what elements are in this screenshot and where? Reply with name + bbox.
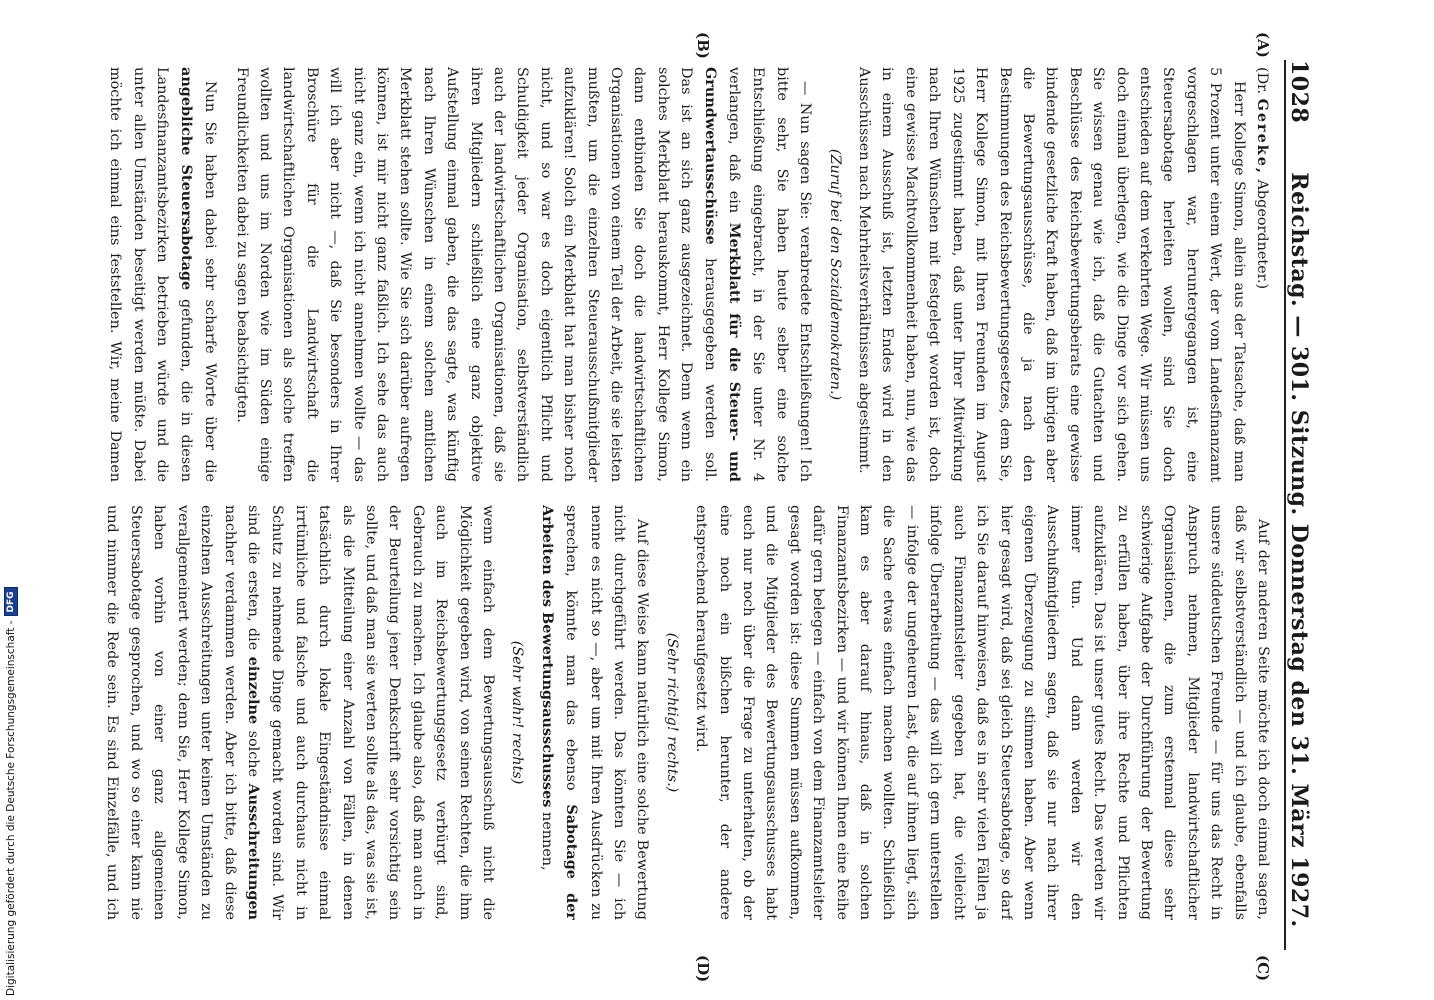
digitization-credit bbox=[4, 6, 18, 996]
running-header bbox=[1284, 60, 1322, 950]
text-run: wenn einfach dem Bewertungsausschuß nicht die Möglichkeit gegeben wird, von seinen Rechten, die ihm auch im Reichsbewertungsgesetz verbürgt sind, Gebrauch zu machen. Ich glaube also, daß man auch in der Beurteilung jener Denkschrift sehr vorsichtig sein sollte, und daß man sie werten sollte als das, was sie ist, als die Mitteilung einer Anzahl von Fällen, in denen tatsächlich durch lokale Eingeständnisse einmal irrtümliche und falsche und auch durchaus nicht in Schutz zu nehmende Dinge gemacht worden sind. Wir sind die ersten, die bbox=[244, 505, 496, 920]
margin-marker-a: (A) bbox=[1254, 32, 1272, 58]
paragraph bbox=[104, 67, 221, 482]
running-title: Reichstag. — 301. Sitzung. Donnerstag den 31. März 1927. bbox=[1286, 172, 1312, 928]
paragraph bbox=[229, 67, 816, 482]
interjection: (Sehr richtig! rechts.) bbox=[663, 632, 680, 793]
emphasis: Ausschreitungen bbox=[244, 783, 262, 920]
speaker-name: Gereke, bbox=[1254, 98, 1271, 175]
interjection: (Sehr wahr! rechts) bbox=[509, 640, 526, 785]
dfg-logo: DFG bbox=[4, 587, 18, 616]
speaker-role: Abgeordneter.) bbox=[1254, 179, 1270, 290]
interjection: (Zuruf bei den Sozialdemokraten.) bbox=[826, 148, 843, 401]
credit-text: Digitalisierung gefördert durch die Deutsche Forschungsgemeinschaft - bbox=[5, 620, 17, 996]
emphasis: Merkblatt für die Steuer- und Grundwertausschüsse bbox=[701, 67, 744, 482]
paragraph: Auf der anderen Seite möchte ich doch einmal sagen, daß wir selbstverständlich — und ich glaube, ebenfalls unsere süddeutschen Freunde — für uns das Recht in Anspruch nehmen, Mitglieder landwirtschaftlicher Organisationen, die zum erstenmal diese sehr schwierige Aufgabe der Durchführung der Bewertung zu erfüllen haben, über ihre Rechte und Pflichten aufzuklären. Das ist unser gutes Recht. Das werden wir immer tun. Und dann werden wir den Ausschußmitgliedern sagen, daß sie nur nach ihrer eigenen Überzeugung zu stimmen haben. Aber wenn hier gesagt wird, daß sei gleich Steuersabotage, so darf ich Sie darauf hinweisen, daß es in sehr vielen Fällen ja auch Finanzamtsleiter gegeben hat, die vielleicht infolge Überarbeitung — das will ich gern unterstellen — infolge der ungeheuren Last, die auf ihnen liegt, sich die Sache etwas einfach machen wollten. Schließlich kam es aber darauf hinaus, daß in solchen Finanzamtsbezirken — und wir können Ihnen eine Reihe dafür gern belegen — einfach von dem Finanzamtsleiter gesagt worden ist: diese Summen müssen aufkommen, und die Mitglieder des Bewertungsausschusses habt euch nur noch über die Frage zu unterhalten, ob der eine noch ein bißchen herunter, der andere entsprechend heraufgesetzt wird. bbox=[693, 505, 1271, 920]
text-run: herausgegeben werden soll. Das ist an sich ganz ausgezeichnet. Denn wenn ein solches Merkblatt herauskommt, Herr Kollege Simon, dann entbinden Sie doch die landwirtschaftlichen Organisationen von einem Teil der Arbeit, die sie leisten mußten, um die einzelnen Steuerausschußmitglieder aufzuklären! Solch ein Merkblatt hat man bisher noch nicht, und so war es doch eigentlich Pflicht und Schuldigkeit jeder Organisation, selbstverständlich auch der landwirtschaftlichen Organisationen, daß sie ihren Mitgliedern schließlich eine ganz objektive Aufstellung einmal gaben, die das sagte, was künftig nach Ihren Wünschen in einem solchen amtlichen Merkblatt stehen sollte. Wie Sie sich darüber aufregen können, ist mir nicht ganz faßlich. Ich sehe das auch nicht ganz ein, wenn ich nicht annehmen wollte — das will ich aber nicht —, daß Sie besonders in Ihrer Broschüre für die Landwirtschaft die landwirtschaftlichen Organisationen als solche treffen wollten und uns im Norden wie im Süden einige Freundlichkeiten dabei zu sagen beabsichtigten. bbox=[233, 67, 718, 482]
margin-marker-d: (D) bbox=[694, 955, 712, 983]
margin-marker-b: (B) bbox=[694, 32, 712, 59]
right-column bbox=[104, 505, 1274, 920]
emphasis: angebliche Steuersabotage bbox=[177, 67, 195, 291]
emphasis: einzelne bbox=[244, 656, 262, 725]
paragraph: Herr Kollege Simon, allein aus der Tatsache, daß man 5 Prozent unter einem Wert, der vom Landesfinanzamt vorgeschlagen war, heruntergegangen ist, eine Steuersabotage herleiten wollen, sind Sie doch entschieden auf dem verkehrten Wege. Wir müssen uns doch einmal überlegen, wie die Dinge vor sich gehen. Sie wissen genau wie ich, daß die Gutachten und Beschlüsse des Reichsbewertungsbeirats eine gewisse bindende gesetzliche Kraft haben, daß im übrigen aber die Bewertungsausschüsse, die ja nach den Bestimmungen des Reichsbewertungsgesetzes, dem Sie, Herr Kollege Simon, mit Ihren Freunden im August 1925 zugestimmt haben, daß unter Ihrer Mitwirkung nach Ihren Wünschen mit festgelegt worden ist, doch eine gewisse Machtvollkommenheit haben, nun, wie das in einem Ausschuß ist, letzten Endes wird in den Ausschüssen nach Mehrheitsverhältnissen abgestimmt. bbox=[856, 67, 1247, 482]
text-run: nachher verdammen werden. Aber ich bitte, daß diese einzelnen Ausschreitungen unter keinen Umständen zu verallgemeinert werden; denn Sie, Herr Kollege Simon, haben vorhin von einer ganz allgemeinen Steuersabotage gesprochen, und wo so einer kann nie und nimmer die Rede sein. Es sind Einzelfälle, und ich bbox=[104, 505, 238, 920]
emphasis: Sabotage der Arbeiten des Bewertungsausschusses bbox=[538, 505, 581, 920]
speaker-open: (Dr. bbox=[1254, 67, 1270, 95]
text-run: Auf diese Weise kann natürlich eine solche Bewertung nicht durchgeführt werden. Das könnten Sie — ich nenne es nicht so —, aber um mit Ihren Ausdrücken zu sprechen, könnte man das ebenso bbox=[563, 505, 651, 920]
page-number: 1028 bbox=[1286, 60, 1312, 124]
text-run: nennen, bbox=[538, 811, 555, 871]
left-column bbox=[104, 67, 1274, 482]
text-run: solche bbox=[244, 730, 261, 778]
speaker-line bbox=[1250, 67, 1274, 482]
margin-marker-c: (C) bbox=[1254, 955, 1272, 982]
text-run: — Nun sagen Sie: verabredete Entschließungen! Ich bitte sehr, Sie haben heute selber eine solche Entschließung eingebracht, in der Sie unter Nr. 4 verlangen, daß ein bbox=[726, 67, 814, 482]
text-run: gefunden, die in diesen Landesfinanzamtsbezirken betrieben würde und die unter allen Umständen beseitigt werden müßte. Dabei möchte ich einmal eins feststellen. Wir, meine Damen bbox=[107, 67, 194, 482]
paragraph bbox=[104, 505, 499, 920]
text-run: Nun Sie haben dabei sehr scharfe Worte über die bbox=[202, 81, 219, 482]
paragraph bbox=[534, 505, 653, 920]
